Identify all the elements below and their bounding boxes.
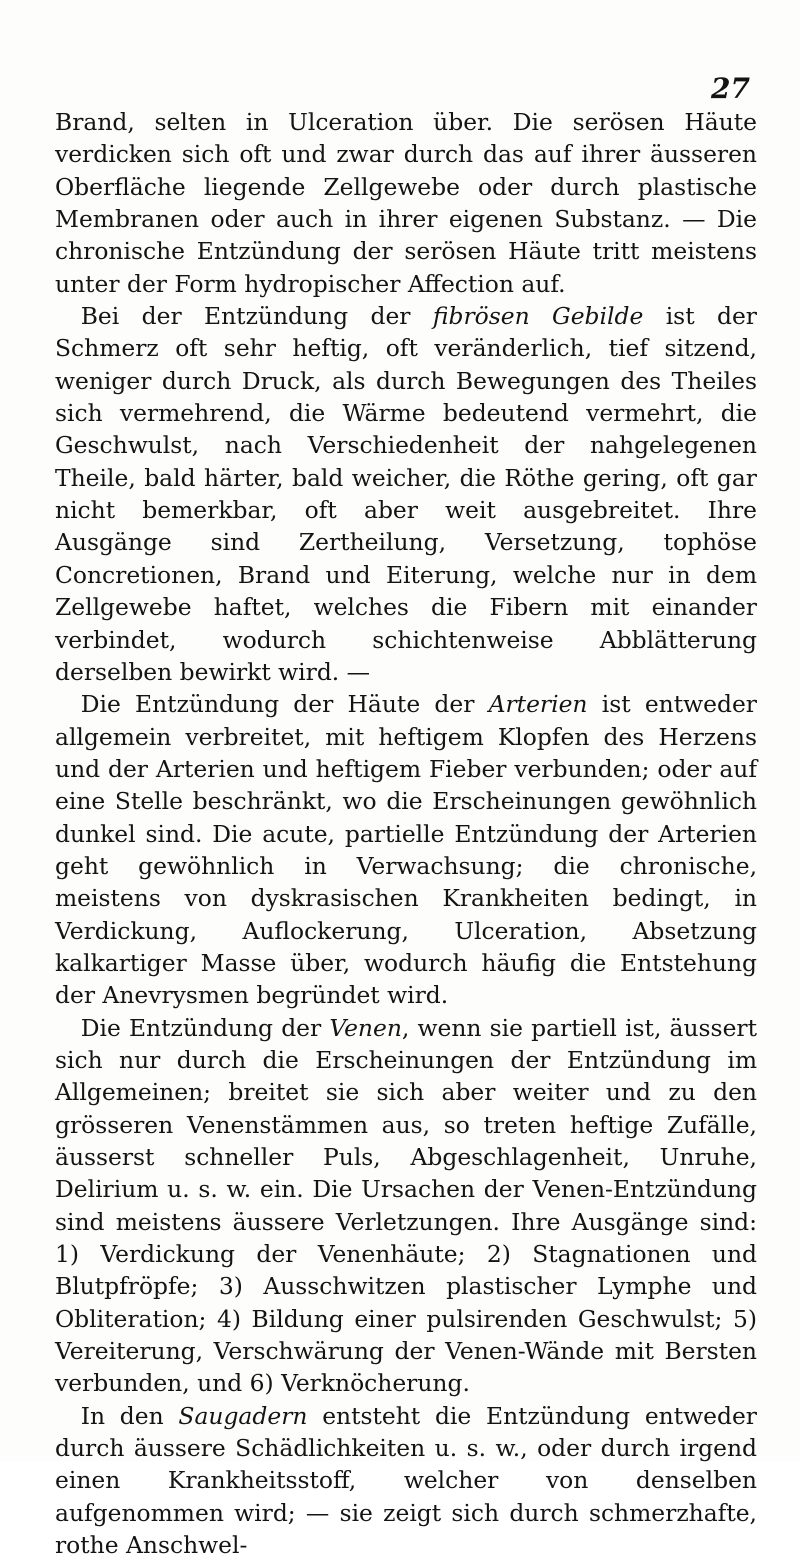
paragraph-text-continued: ist entweder allgemein verbreitet, mit heftigem Klopfen des Herzens und der Arterien und heftigem Fieber verbunden; oder auf eine Stelle beschränkt, wo die Erscheinungen gewöhnlich dunkel sind. Die acute, partielle Entzündung der Arterien geht gewöhnlich in Verwachsung; die chronische, meistens von dyskrasischen Krankheiten bedingt, in Verdickung, Auflockerung, Ulceration, Absetzung kalkartiger Masse über, wodurch häufig die Entstehung der Anevrysmen begründet wird. bbox=[55, 690, 757, 1010]
paragraph bbox=[55, 1012, 757, 1400]
paragraph-emphasis: fibrösen Gebilde bbox=[432, 302, 644, 331]
paragraph-text-continued: , wenn sie partiell ist, äussert sich nur durch die Erscheinungen der Entzündung im Allgemeinen; breitet sie sich aber weiter und zu den grösseren Venenstämmen aus, so treten heftige Zufälle, äusserst schneller Puls, Abgeschlagenheit, Unruhe, Delirium u. s. w. ein. Die Ursachen der Venen-Entzündung sind meistens äussere Verletzungen. Ihre Ausgänge sind: 1) Verdickung der Venenhäute; 2) Stagnationen und Blutpfröpfe; 3) Ausschwitzen plastischer Lymphe und Obliteration; 4) Bildung einer pulsirenden Geschwulst; 5) Vereiterung, Verschwärung der Venen-Wände mit Bersten verbunden, und 6) Verknöcherung. bbox=[55, 1013, 757, 1398]
page-number: 27 bbox=[711, 72, 750, 105]
paragraph-text-continued: ist der Schmerz oft sehr heftig, oft veränderlich, tief sitzend, weniger durch Druck, als durch Bewegungen des Theiles sich vermehrend, die Wärme bedeutend vermehrt, die Geschwulst, nach Verschiedenheit der nahgelegenen Theile, bald härter, bald weicher, die Röthe gering, oft gar nicht bemerkbar, oft aber weit ausgebreitet. Ihre Ausgänge sind Zertheilung, Versetzung, tophöse Concretionen, Brand und Eiterung, welche nur in dem Zellgewebe haftet, welches die Fibern mit einander verbindet, wodurch schichtenweise Abblätterung derselben bewirkt wird. — bbox=[55, 302, 757, 686]
paragraph bbox=[55, 300, 757, 688]
paragraph-text: In den bbox=[80, 1401, 179, 1430]
paragraph-text-continued: entsteht die Entzündung entweder durch äussere Schädlichkeiten u. s. w., oder durch irgend einen Krankheitsstoff, welcher von denselben aufgenommen wird; — sie zeigt sich durch schmerzhafte, rothe Anschwel- bbox=[55, 1401, 757, 1560]
paragraph bbox=[55, 1400, 757, 1561]
paragraph-text: Die Entzündung der bbox=[80, 1013, 330, 1042]
paragraph-text: Die Entzündung der Häute der bbox=[80, 690, 489, 719]
paragraph-text: Brand, selten in Ulceration über. Die serösen Häute verdicken sich oft und zwar durch das auf ihrer äusseren Oberfläche liegende Zellgewebe oder durch plastische Membranen oder auch in ihrer eigenen Substanz. — Die chronische Entzündung der serösen Häute tritt meistens unter der Form hydropischer Affection auf. bbox=[55, 108, 757, 298]
paragraph-emphasis: Arterien bbox=[488, 690, 588, 719]
paragraph-text: Bei der Entzündung der bbox=[80, 302, 433, 331]
paragraph bbox=[55, 106, 757, 300]
paragraph-emphasis: Saugadern bbox=[178, 1401, 308, 1430]
body-text bbox=[55, 106, 757, 1561]
paragraph bbox=[55, 688, 757, 1011]
paragraph-emphasis: Venen bbox=[329, 1013, 402, 1042]
